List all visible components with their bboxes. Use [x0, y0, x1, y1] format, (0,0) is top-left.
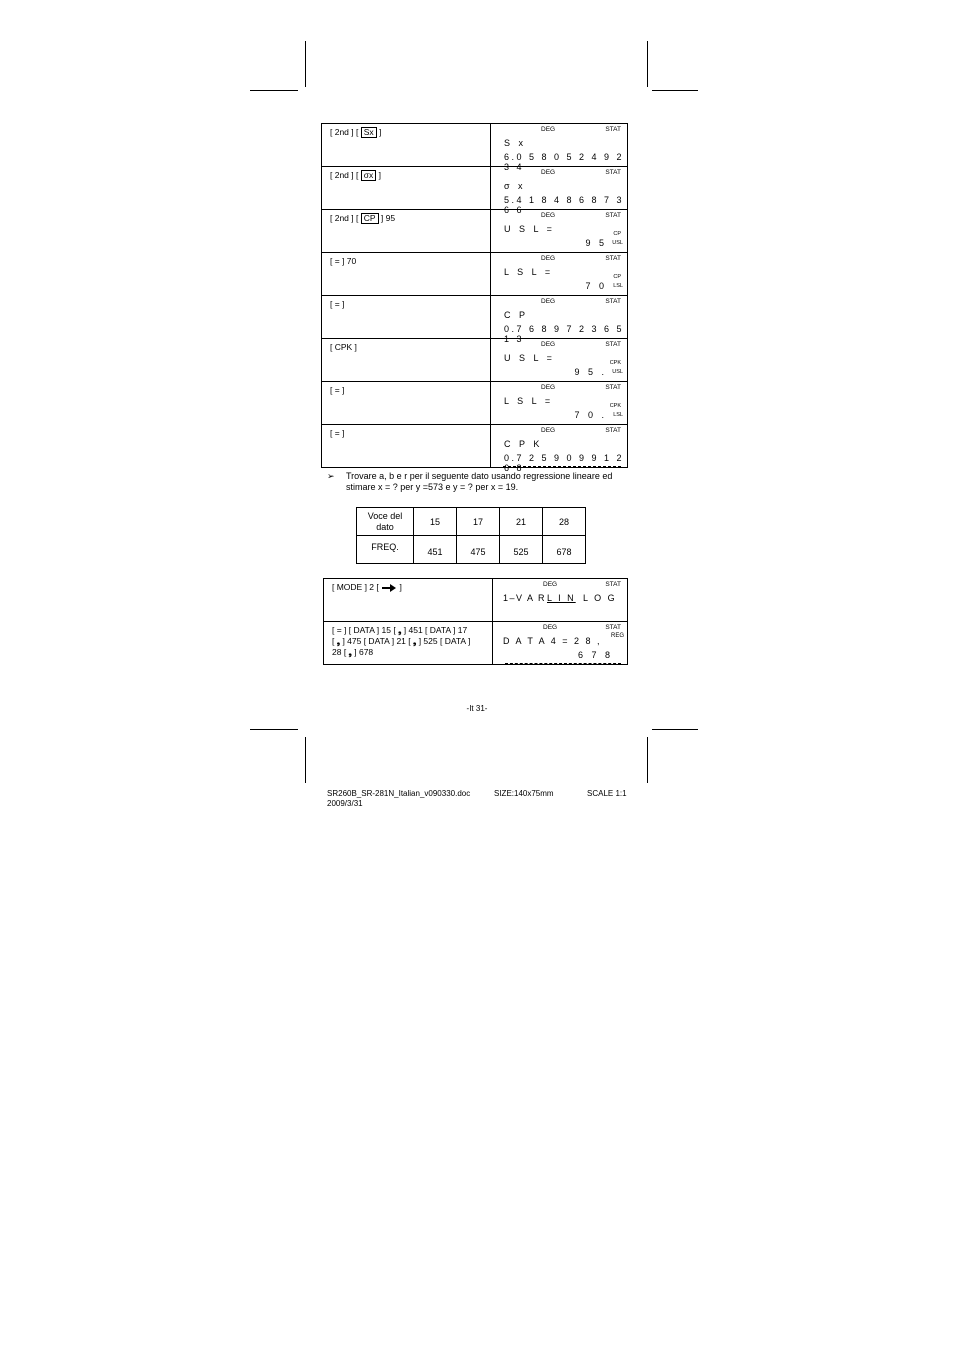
- keystroke-cell: [322, 210, 491, 253]
- data-cell: 451: [414, 536, 457, 564]
- display-value: 7 0 .: [574, 410, 607, 420]
- deg-indicator: DEG: [541, 126, 556, 133]
- comma-key-icon: ❟: [413, 636, 417, 646]
- display-line2: 6.0 5 8 0 5 2 4 9 2 3 4: [504, 152, 625, 172]
- stat-indicator: STAT: [605, 581, 621, 588]
- display-cell: [491, 339, 628, 382]
- footer-size: SIZE:140x75mm: [494, 789, 554, 798]
- display-line1: C P K: [504, 439, 543, 449]
- table-row: [322, 210, 628, 253]
- display-cell: [493, 579, 628, 622]
- crop-mark: [305, 41, 306, 87]
- display-line1: U S L =: [504, 224, 555, 234]
- keystroke-text: [ = ]: [330, 385, 345, 395]
- instruction-text: Trovare a, b e r per il seguente dato usando regressione lineare ed stimare x = ? per y =573 e y = ? per x = 19.: [346, 471, 613, 492]
- keystroke-table-stats: [321, 123, 628, 473]
- data-cell: 17: [457, 508, 500, 536]
- comma-key-icon: ❟: [348, 647, 352, 657]
- display-value: 9 5: [585, 238, 607, 248]
- deg-indicator: DEG: [543, 581, 558, 588]
- page-number: -It 31-: [466, 704, 488, 713]
- display-option: 1–V A R: [503, 593, 547, 603]
- keystroke-text: ]: [376, 170, 381, 180]
- display-dash-line: [503, 466, 621, 467]
- table-row: [322, 167, 628, 210]
- display-subindicator: CPK: [609, 403, 621, 409]
- row-label: FREQ.: [357, 536, 414, 564]
- key-box: σx: [361, 170, 377, 181]
- data-cell: 15: [414, 508, 457, 536]
- table-row: [322, 339, 628, 382]
- keystroke-cell: [322, 167, 491, 210]
- crop-mark: [647, 41, 648, 87]
- display-cell: [491, 124, 628, 172]
- keystroke-cell: [322, 425, 491, 468]
- keystroke-text: ]: [376, 127, 382, 137]
- display-line1: U S L =: [504, 353, 555, 363]
- display-cell: [491, 425, 628, 473]
- keystroke-text: [ 2nd ] [: [330, 127, 361, 137]
- keystroke-cell: [322, 339, 491, 382]
- display-line2: 0.7 2 5 9 0 9 9 1 2 6 8: [504, 453, 625, 473]
- display-line2: 5.4 1 8 4 8 6 8 7 3 6 6: [504, 195, 625, 215]
- stat-indicator: STAT: [605, 169, 621, 176]
- deg-indicator: DEG: [541, 427, 556, 434]
- display-cell: [491, 210, 628, 253]
- display-line1: C P: [504, 310, 529, 320]
- keystroke-text: [ 2nd ] [: [330, 213, 361, 223]
- deg-indicator: DEG: [541, 255, 556, 262]
- keystroke-text: 28 [: [332, 647, 349, 657]
- display-subindicator: LSL: [613, 412, 623, 418]
- display-line2: 0.7 6 8 9 7 2 3 6 5 1 3: [504, 324, 625, 344]
- display-line2: 6 7 8: [577, 650, 613, 660]
- comma-key-icon: ❟: [336, 636, 341, 646]
- display-subindicator: CP: [613, 231, 621, 237]
- keystroke-cell: [324, 622, 493, 665]
- stat-indicator: STAT: [605, 427, 621, 434]
- keystroke-cell: [322, 382, 491, 425]
- deg-indicator: DEG: [541, 341, 556, 348]
- display-subindicator: USL: [612, 369, 623, 375]
- table-row: [322, 253, 628, 296]
- keystroke-cell: [322, 253, 491, 296]
- keystroke-cell: [322, 124, 491, 167]
- display-dash-line: [505, 663, 621, 664]
- table-row: [322, 296, 628, 339]
- display-subindicator: USL: [612, 240, 623, 246]
- footer-date: 2009/3/31: [327, 799, 363, 808]
- key-box: CP: [361, 213, 379, 224]
- stat-indicator: STAT: [605, 255, 621, 262]
- display-value: 7 0: [585, 281, 607, 291]
- crop-mark: [250, 90, 298, 91]
- keystroke-cell: [322, 296, 491, 339]
- data-cell: 475: [457, 536, 500, 564]
- deg-indicator: DEG: [541, 169, 556, 176]
- crop-mark: [647, 737, 648, 783]
- stat-indicator: STAT: [605, 341, 621, 348]
- display-line1: σ x: [504, 181, 526, 191]
- deg-indicator: DEG: [543, 624, 558, 631]
- keystroke-cell: [324, 579, 493, 622]
- keystroke-text: [ = ]: [330, 299, 345, 309]
- crop-mark: [305, 737, 306, 783]
- data-cell: 525: [500, 536, 543, 564]
- crop-mark: [250, 729, 298, 730]
- arrow-right-icon: [381, 584, 397, 592]
- keystroke-text: ] 95: [378, 213, 396, 223]
- stat-indicator: STAT: [605, 384, 621, 391]
- display-line1: D A T A 4 = 2 8 ,: [503, 636, 602, 646]
- display-line1: L S L =: [504, 267, 554, 277]
- keystroke-text: [: [332, 636, 337, 646]
- reg-indicator: REG: [610, 633, 624, 639]
- stat-indicator: STAT: [605, 624, 621, 631]
- display-value: 9 5 .: [574, 367, 607, 377]
- display-cell: [491, 296, 628, 344]
- display-cell: [491, 167, 628, 215]
- deg-indicator: DEG: [541, 384, 556, 391]
- table-row: [322, 382, 628, 425]
- footer-scale: SCALE 1:1: [587, 789, 627, 798]
- display-subindicator: CP: [613, 274, 621, 280]
- display-cell: [491, 253, 628, 296]
- comma-key-icon: ❟: [398, 625, 402, 635]
- display-line1: S x: [504, 138, 527, 148]
- display-line1: L S L =: [504, 396, 554, 406]
- keystroke-table-regression: [323, 578, 628, 665]
- keystroke-text: ] 525 [ DATA ]: [416, 636, 471, 646]
- table-row: [322, 425, 628, 468]
- keystroke-text: [ 2nd ] [: [330, 170, 361, 180]
- keystroke-text: ] 475 [ DATA ] 21 [: [340, 636, 413, 646]
- data-cell: 28: [543, 508, 586, 536]
- stat-indicator: STAT: [605, 212, 621, 219]
- keystroke-text: [ = ] 70: [330, 256, 357, 266]
- row-label: Voce del dato: [357, 508, 414, 536]
- keystroke-text: ] 451 [ DATA ] 17: [401, 625, 468, 635]
- deg-indicator: DEG: [541, 298, 556, 305]
- data-cell: 21: [500, 508, 543, 536]
- keystroke-text: ]: [397, 582, 402, 592]
- key-box: Sx: [361, 127, 377, 138]
- keystroke-text: [ = ] [ DATA ] 15 [: [332, 625, 399, 635]
- table-row: [322, 124, 628, 167]
- stat-indicator: STAT: [605, 298, 621, 305]
- data-cell: 678: [543, 536, 586, 564]
- display-subindicator: CPK: [609, 360, 621, 366]
- stat-indicator: STAT: [605, 126, 621, 133]
- footer-file: SR260B_SR-281N_Italian_v090330.doc: [327, 789, 471, 798]
- display-cell: [493, 622, 628, 665]
- deg-indicator: DEG: [541, 212, 556, 219]
- display-option-selected: L I N: [547, 593, 576, 603]
- display-cell: [491, 382, 628, 425]
- keystroke-text: [ MODE ] 2 [: [332, 582, 382, 592]
- keystroke-text: [ = ]: [330, 428, 345, 438]
- display-subindicator: LSL: [613, 283, 623, 289]
- bullet-icon: ➢: [327, 471, 335, 481]
- data-table: [356, 507, 586, 564]
- keystroke-text: ] 678: [351, 647, 374, 657]
- keystroke-text: [ CPK ]: [330, 342, 357, 352]
- crop-mark: [652, 90, 698, 91]
- display-option: L O G: [583, 593, 617, 603]
- crop-mark: [652, 729, 698, 730]
